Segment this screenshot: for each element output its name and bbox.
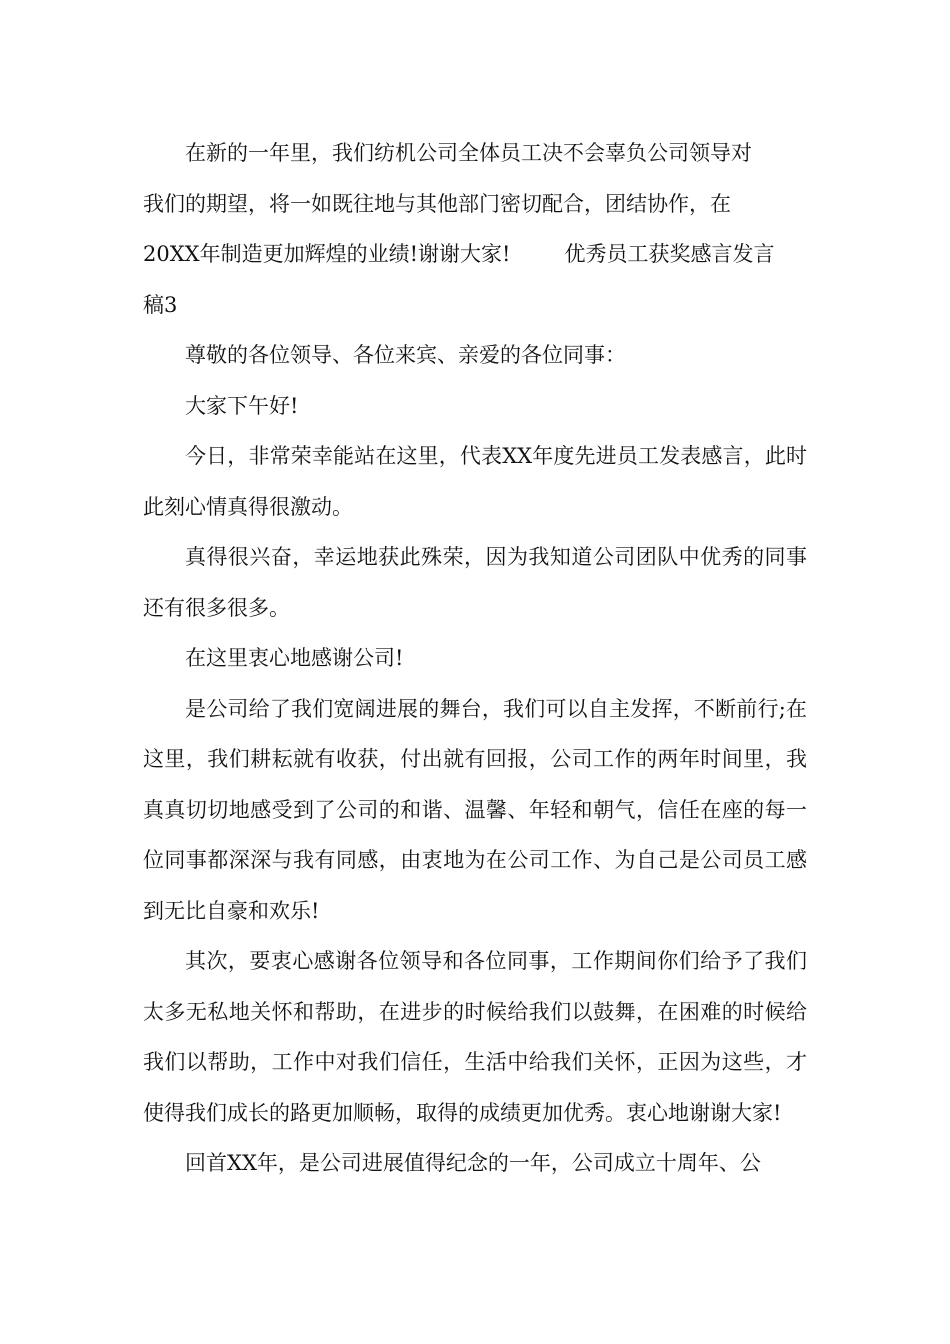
paragraph-closing-line-1: 在新的一年里，我们纺机公司全体员工决不会辜负公司领导对 <box>185 141 752 165</box>
greeting: 大家下午好! <box>185 393 299 418</box>
document-body <box>143 128 807 1189</box>
paragraph-thanks-company: 在这里衷心地感谢公司! <box>185 646 404 670</box>
paragraph-company-stage: 是公司给了我们宽阔进展的舞台，我们可以自主发挥，不断前行;在这里，我们耕耘就有收获，付出就有回报，公司工作的两年时间里，我真真切切地感受到了公司的和谐、温馨、年轻和朝气，信任在座的每一位同事都深深与我有同感，由衷地为在公司工作、为自己是公司员工感到无比自豪和欢乐! <box>143 696 807 923</box>
paragraph-honor: 今日，非常荣幸能站在这里，代表XX年度先进员工发表感言，此时此刻心情真得很激动。 <box>143 444 807 519</box>
section-heading-end: 稿3 <box>143 292 178 317</box>
paragraph-closing <box>143 128 807 330</box>
section-heading-text: 优秀员工获奖感言发言 <box>564 242 775 266</box>
closing-thanks-text: 20XX年制造更加辉煌的业绩!谢谢大家! <box>143 242 511 266</box>
paragraph-closing-line-3 <box>143 229 807 280</box>
salutation: 尊敬的各位领导、各位来宾、亲爱的各位同事： <box>185 343 626 367</box>
paragraph-closing-line-2: 我们的期望，将一如既往地与其他部门密切配合，团结协作，在 <box>143 191 731 216</box>
paragraph-review-year: 回首XX年，是公司进展值得纪念的一年，公司成立十周年、公 <box>185 1151 761 1175</box>
paragraph-excitement: 真得很兴奋，幸运地获此殊荣，因为我知道公司团队中优秀的同事还有很多很多。 <box>143 545 807 620</box>
paragraph-thanks-colleagues: 其次，要衷心感谢各位领导和各位同事，工作期间你们给予了我们太多无私地关怀和帮助，在进步的时候给我们以鼓舞，在困难的时候给我们以帮助，工作中对我们信任，生活中给我们关怀，正因为这些，才使得我们成长的路更加顺畅，取得的成绩更加优秀。衷心地谢谢大家! <box>143 949 807 1125</box>
